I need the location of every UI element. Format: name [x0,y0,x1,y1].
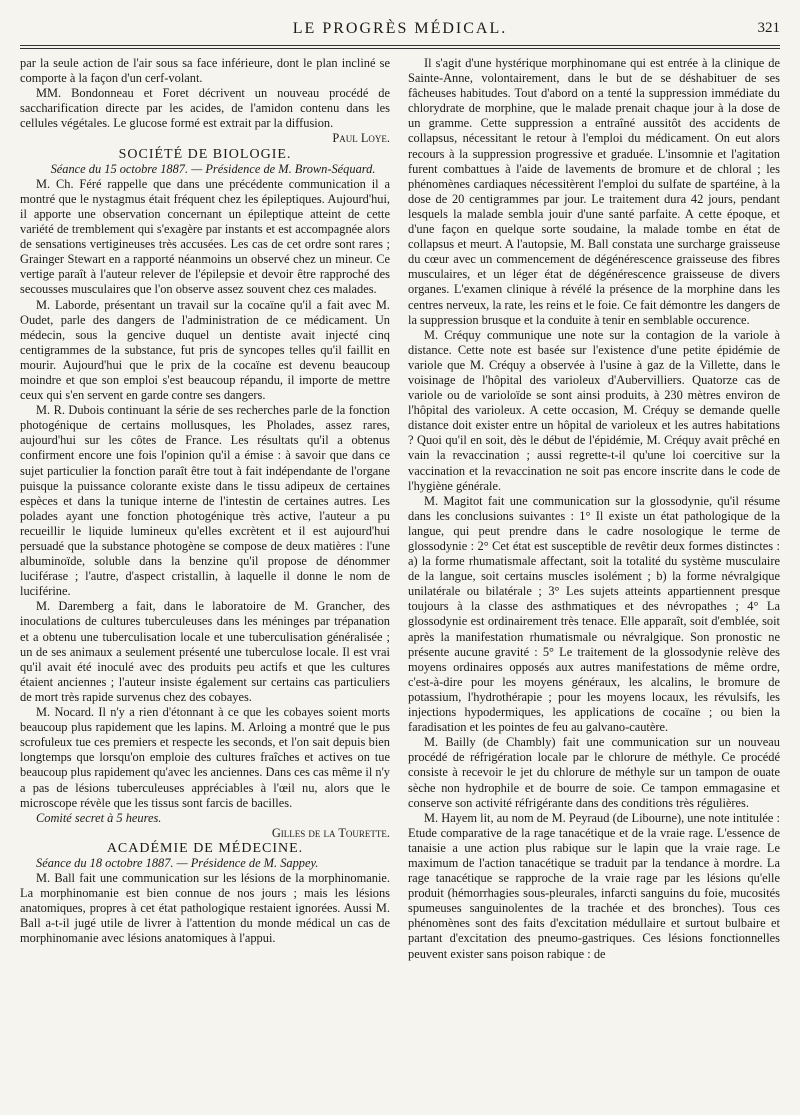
paragraph: M. Laborde, présentant un travail sur la cocaïne qu'il a fait avec M. Oudet, parle des dangers de l'administration de ce médicament. Un médecin, sous la gencive duquel un dentiste avait injecté cinq centigrammes de la substance, fut pris de syncopes telles qu'il faillit en mourir. Aujourd'hui que le prix de la cocaïne est devenu beaucoup moindre et que son emploi s'est beaucoup répandu, il importe de mettre ceux qui s'en servent en garde contre ses dangers. [20,297,390,403]
paragraph: M. Ch. Féré rappelle que dans une précédente communication il a montré que le nystagmus était fréquent chez les épileptiques. Aujourd'hui, il apporte une observation concernant un épileptique atteint de cette variété de tremblement qui s'exagère par instants et est accompagnée alors de sensations vertigineuses très accusées. Les cas de cet ordre sont rares ; Grainger Stewart en a rapporté néanmoins un observé chez un mineur. Ce vertige paraît à l'auteur relever de l'épilepsie et devoir être rapproché des secousses musculaires que l'on observe assez souvent chez ces malades. [20,176,390,297]
paragraph: M. Hayem lit, au nom de M. Peyraud (de Libourne), une note intitulée : Etude comparative de la rage tanacétique et de la vraie rage. L'essence de tanaisie a une action plus rabique sur le lapin que la vraie rage. Le maximum de l'action tanacétique se traduit par la tendance à mordre. La rage tanacétique se rapproche de la vraie rage par les lésions qu'elle produit (hémorrhagies sous-pleurales, infarcti sanguins du foie, mucosités spumeuses sanguinolentes de la trachée et des bronches). Tous ces phénomènes sont des faits d'excitation médullaire et surtout bulbaire et partant d'excitation des pneumo-gastriques. Ces lésions fonctionnelles peuvent exister sans poison rabique : de [408,810,780,961]
session-line: Séance du 15 octobre 1887. — Présidence de M. Brown-Séquard. [50,161,376,176]
running-header [20,20,780,44]
paragraph: MM. Bondonneau et Foret décrivent un nouveau procédé de saccharification directe par les acides, de l'amidon contenu dans les cellules végétales. Le glucose formé est extrait par la diffusion. [20,86,390,131]
page-number: 321 [757,20,780,36]
right-column [408,56,780,962]
paragraph: M. R. Dubois continuant la série de ses recherches parle de la fonction photogénique de certains mollusques, les Pholades, assez rares, aujourd'hui sur les côtes de France. Les résultats qu'il a obtenus confirment encore une fois l'opinion qu'il a émise : à savoir que dans ce sujet particulier la fonction paraît être tout à fait indépendante de l'organe puisque la puissance colorante existe dans le tissu adipeux de certaines espèces et dans la tunique interne de l'intestin de certaines autres. Les polades ayant une fonction photogénique très active, l'auteur a pu recueillir le liquide lumineux qu'elles excrètent et il est aujourd'hui persuadé que la substance photogène se compose de deux matières : l'une albuminoïde, soluble dans la benzine qu'il propose de dénommer luciférase ; l'autre, d'aspect cristallin, à laquelle il donne le nom de luciférine. [20,403,390,599]
paragraph: M. Ball fait une communication sur les lésions de la morphinomanie. La morphinomanie est bien connue de nos jours ; mais les lésions anatomiques, propres à cet état pathologique restaient ignorées. Aussi M. Ball a-t-il jugé utile de livrer à l'attention du monde médical un cas de morphinomanie avec lésions anatomiques à l'appui. [20,871,390,946]
session-line: Séance du 18 octobre 1887. — Présidence de M. Sappey. [36,855,319,870]
closing-note: Comité secret à 5 heures. [36,810,162,825]
left-column [20,56,390,947]
paragraph: M. Magitot fait une communication sur la glossodynie, qu'il résume dans les conclusions suivantes : 1° Il existe un état pathologique de la langue, qui peut prendre dans le cadre nosologique le terme de glossodynie : 2° Cet état est susceptible de revêtir deux formes distinctes : a) la forme rhumatismale affectant, soit la totalité du système musculaire de la langue, soit certains muscles isolément ; b) la forme névralgique unilatérale ou bilatérale ; 3° Les sujets atteints appartiennent presque toujours à la classe des asthmatiques et des névropathes ; 4° La glossodynie est ordinairement très tenace. Elle apparaît, soit d'emblée, soit après la manifestation rhumatismale ou névralgique. Son pronostic ne présente aucune gravité : 5° Le traitement de la glossodynie relève des moyens ordinaires opposés aux autres manifestations de même ordre, c'est-à-dire pour les moyens généraux, les alcalins, le bromure de potassium, l'hydrothérapie ; pour les moyens locaux, les révulsifs, les injections hypodermiques, les applications de cocaïne ; ou bien la faradisation et les pointes de feu au galvano-cautère. [408,493,780,735]
section-title-academie-medecine: ACADÉMIE DE MÉDECINE. [106,840,304,856]
paragraph: M. Nocard. Il n'y a rien d'étonnant à ce que les cobayes soient morts beaucoup plus rapidement que les lapins. M. Arloing a montré que le pus scrofuleux tue ces premiers et respecte les seconds, et l'on sait depuis bien longtemps que lorsqu'on emploie des cultures fraîches et actives on tue beaucoup plus rapidement qu'avec les anciennes. Dans ces cas même il n'y a pas de lésions tuberculeuses appréciables à l'œil nu, alors que le microscope révèle que les tissus sont farcis de bacilles. [20,705,390,810]
paragraph: M. Créquy communique une note sur la contagion de la variole à distance. Cette note est basée sur l'existence d'une petite épidémie de variole que M. Créquy a observée à l'usine à gaz de la Villette, dans le voisinage de l'hôpital des varioleux d'Aubervilliers. Quatorze cas de variole ou de varioloïde se sont ainsi produits, à 230 mètres environ de l'hôpital des varioleux. A cette occasion, M. Créquy se demande quelle distance doit exister entre un hôpital de varioleux et les autres habitations ? Quoi qu'il en soit, dès le début de l'épidémie, M. Créquy avait prêché en vain la revaccination ; aussi regrette-t-il qu'une loi coercitive sur la vaccination et la revaccination ne soit pas encore inscrite dans le code de l'hygiène générale. [408,327,780,493]
paragraph: Il s'agit d'une hystérique morphinomane qui est entrée à la clinique de Sainte-Anne, volontairement, dans le but de se déshabituer de ses fâcheuses habitudes. Tout d'abord on a tenté la suppression immédiate du chlorydrate de morphine, que le malade prenait chaque jour à la dose de un gramme. Cette suppression a entraîné aussitôt des accidents de collapsus, nécessitant le retour à l'emploi du médicament. On eut alors recours à la suppression progressive et graduée. L'insomnie et l'agitation furent combattues à l'aide de lavements de bromure et de chloral ; les phénomènes cardiaques nécessitèrent l'emploi du sulfate de spartéine, à la dose de 20 centigrammes par jour. Le traitement dura 42 jours, pendant lesquels la malade sembla jouir d'une santé parfaite. A cette époque, et d'une façon en quelque sorte soudaine, la malade tombe en état de collapsus et meurt. A l'autopsie, M. Ball constata une surcharge graisseuse du cœur avec un commencement de dégénérescence graisseuse des fibres musculaires, et un léger état de dégénérescence graisseuse de divers organes. L'examen clinique à révélé la présence de la morphine dans les centres nerveux, la rate, les reins et le foie. Ce fait démontre les dangers de la suppression brusque et la conduite à tenir en semblable occurence. [408,56,780,327]
author-signature: Paul Loye. [332,131,390,146]
section-title-societe-biologie: SOCIÉTÉ DE BIOLOGIE. [118,146,292,162]
author-signature: Gilles de la Tourette. [271,825,390,840]
paragraph: M. Daremberg a fait, dans le laboratoire de M. Grancher, des inoculations de cultures tuberculeuses dans les méninges par trépanation et a obtenu une tuberculisation locale et une tuberculisation généralisée ; un de ses animaux a seulement présenté une tuberculose locale. Il est vrai qu'il avait été inoculé avec des produits peu actifs et que les cultures étaient anciennes ; l'auteur insiste également sur certains cas particuliers de mort très rapide survenus chez des cobayes. [20,599,390,704]
header-rule [20,45,780,46]
header-rule-double [20,48,780,49]
journal-title: LE PROGRÈS MÉDICAL. [292,20,508,37]
paragraph: M. Bailly (de Chambly) fait une communication sur un nouveau procédé de réfrigération locale par le chlorure de méthyle. Ce procédé consiste à recevoir le jet du chlorure de méthyle sur un tampon de ouate sèche non hydrophile et de bourre de soie. Ce tampon emmagasine et conserve son activité réfrigérante dans des conditions très régulières. [408,735,780,810]
paragraph: par la seule action de l'air sous sa face inférieure, dont le plan incliné se comporte à la façon d'un cerf-volant. [20,56,390,86]
